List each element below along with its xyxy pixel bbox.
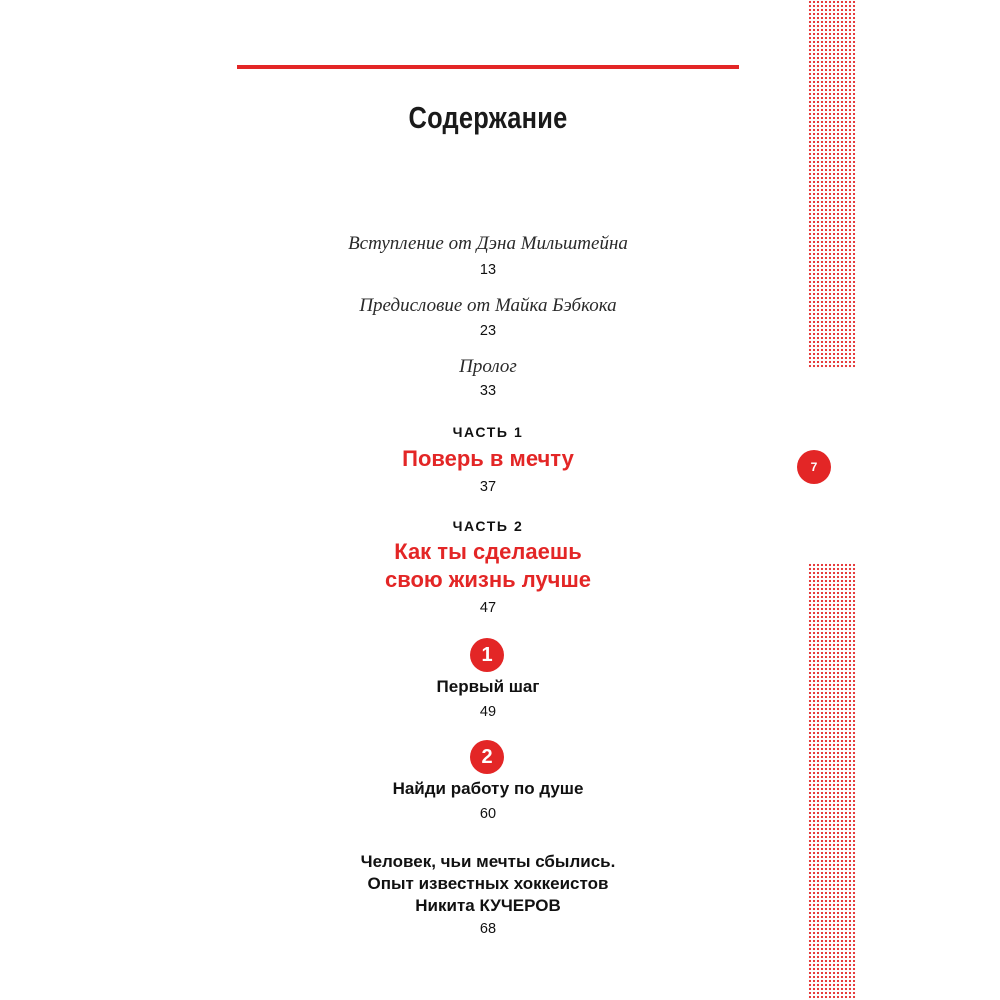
toc-part1-page: 37 bbox=[479, 479, 497, 495]
toc-part2-title-line2[interactable]: свою жизнь лучше bbox=[384, 567, 592, 592]
toc-essay-title-line2[interactable]: Опыт известных хоккеистов bbox=[367, 874, 609, 893]
toc-chapter-title[interactable]: Найди работу по душе bbox=[392, 779, 584, 798]
toc-intro-title[interactable]: Вступление от Дэна Мильштейна bbox=[348, 233, 628, 254]
toc-chapter-page: 49 bbox=[479, 704, 497, 720]
page-title: Содержание bbox=[408, 100, 568, 135]
toc-prologue-title[interactable]: Пролог bbox=[459, 356, 517, 377]
toc-essay-author[interactable]: Никита КУЧЕРОВ bbox=[415, 896, 561, 915]
toc-part2-page: 47 bbox=[479, 600, 497, 616]
chapter-number-badge: 1 bbox=[470, 638, 504, 672]
toc-part1-label: ЧАСТЬ 1 bbox=[452, 424, 524, 440]
chapter-number-badge: 2 bbox=[470, 740, 504, 774]
toc-part2-title-line1[interactable]: Как ты сделаешь bbox=[394, 539, 582, 564]
toc-part2-label: ЧАСТЬ 2 bbox=[452, 518, 524, 534]
page-number-badge: 7 bbox=[797, 450, 831, 484]
toc-essay-page: 68 bbox=[479, 921, 497, 937]
toc-intro-page: 13 bbox=[479, 262, 497, 278]
toc-essay-title-line1[interactable]: Человек, чьи мечты сбылись. bbox=[360, 852, 616, 871]
top-rule bbox=[237, 65, 739, 69]
toc-foreword-title[interactable]: Предисловие от Майка Бэбкока bbox=[359, 295, 617, 316]
toc-part1-title[interactable]: Поверь в мечту bbox=[402, 446, 574, 471]
toc-chapter-title[interactable]: Первый шаг bbox=[436, 677, 540, 696]
toc-chapter-page: 60 bbox=[479, 806, 497, 822]
toc-foreword-page: 23 bbox=[479, 323, 497, 339]
toc-prologue-page: 33 bbox=[479, 383, 497, 399]
